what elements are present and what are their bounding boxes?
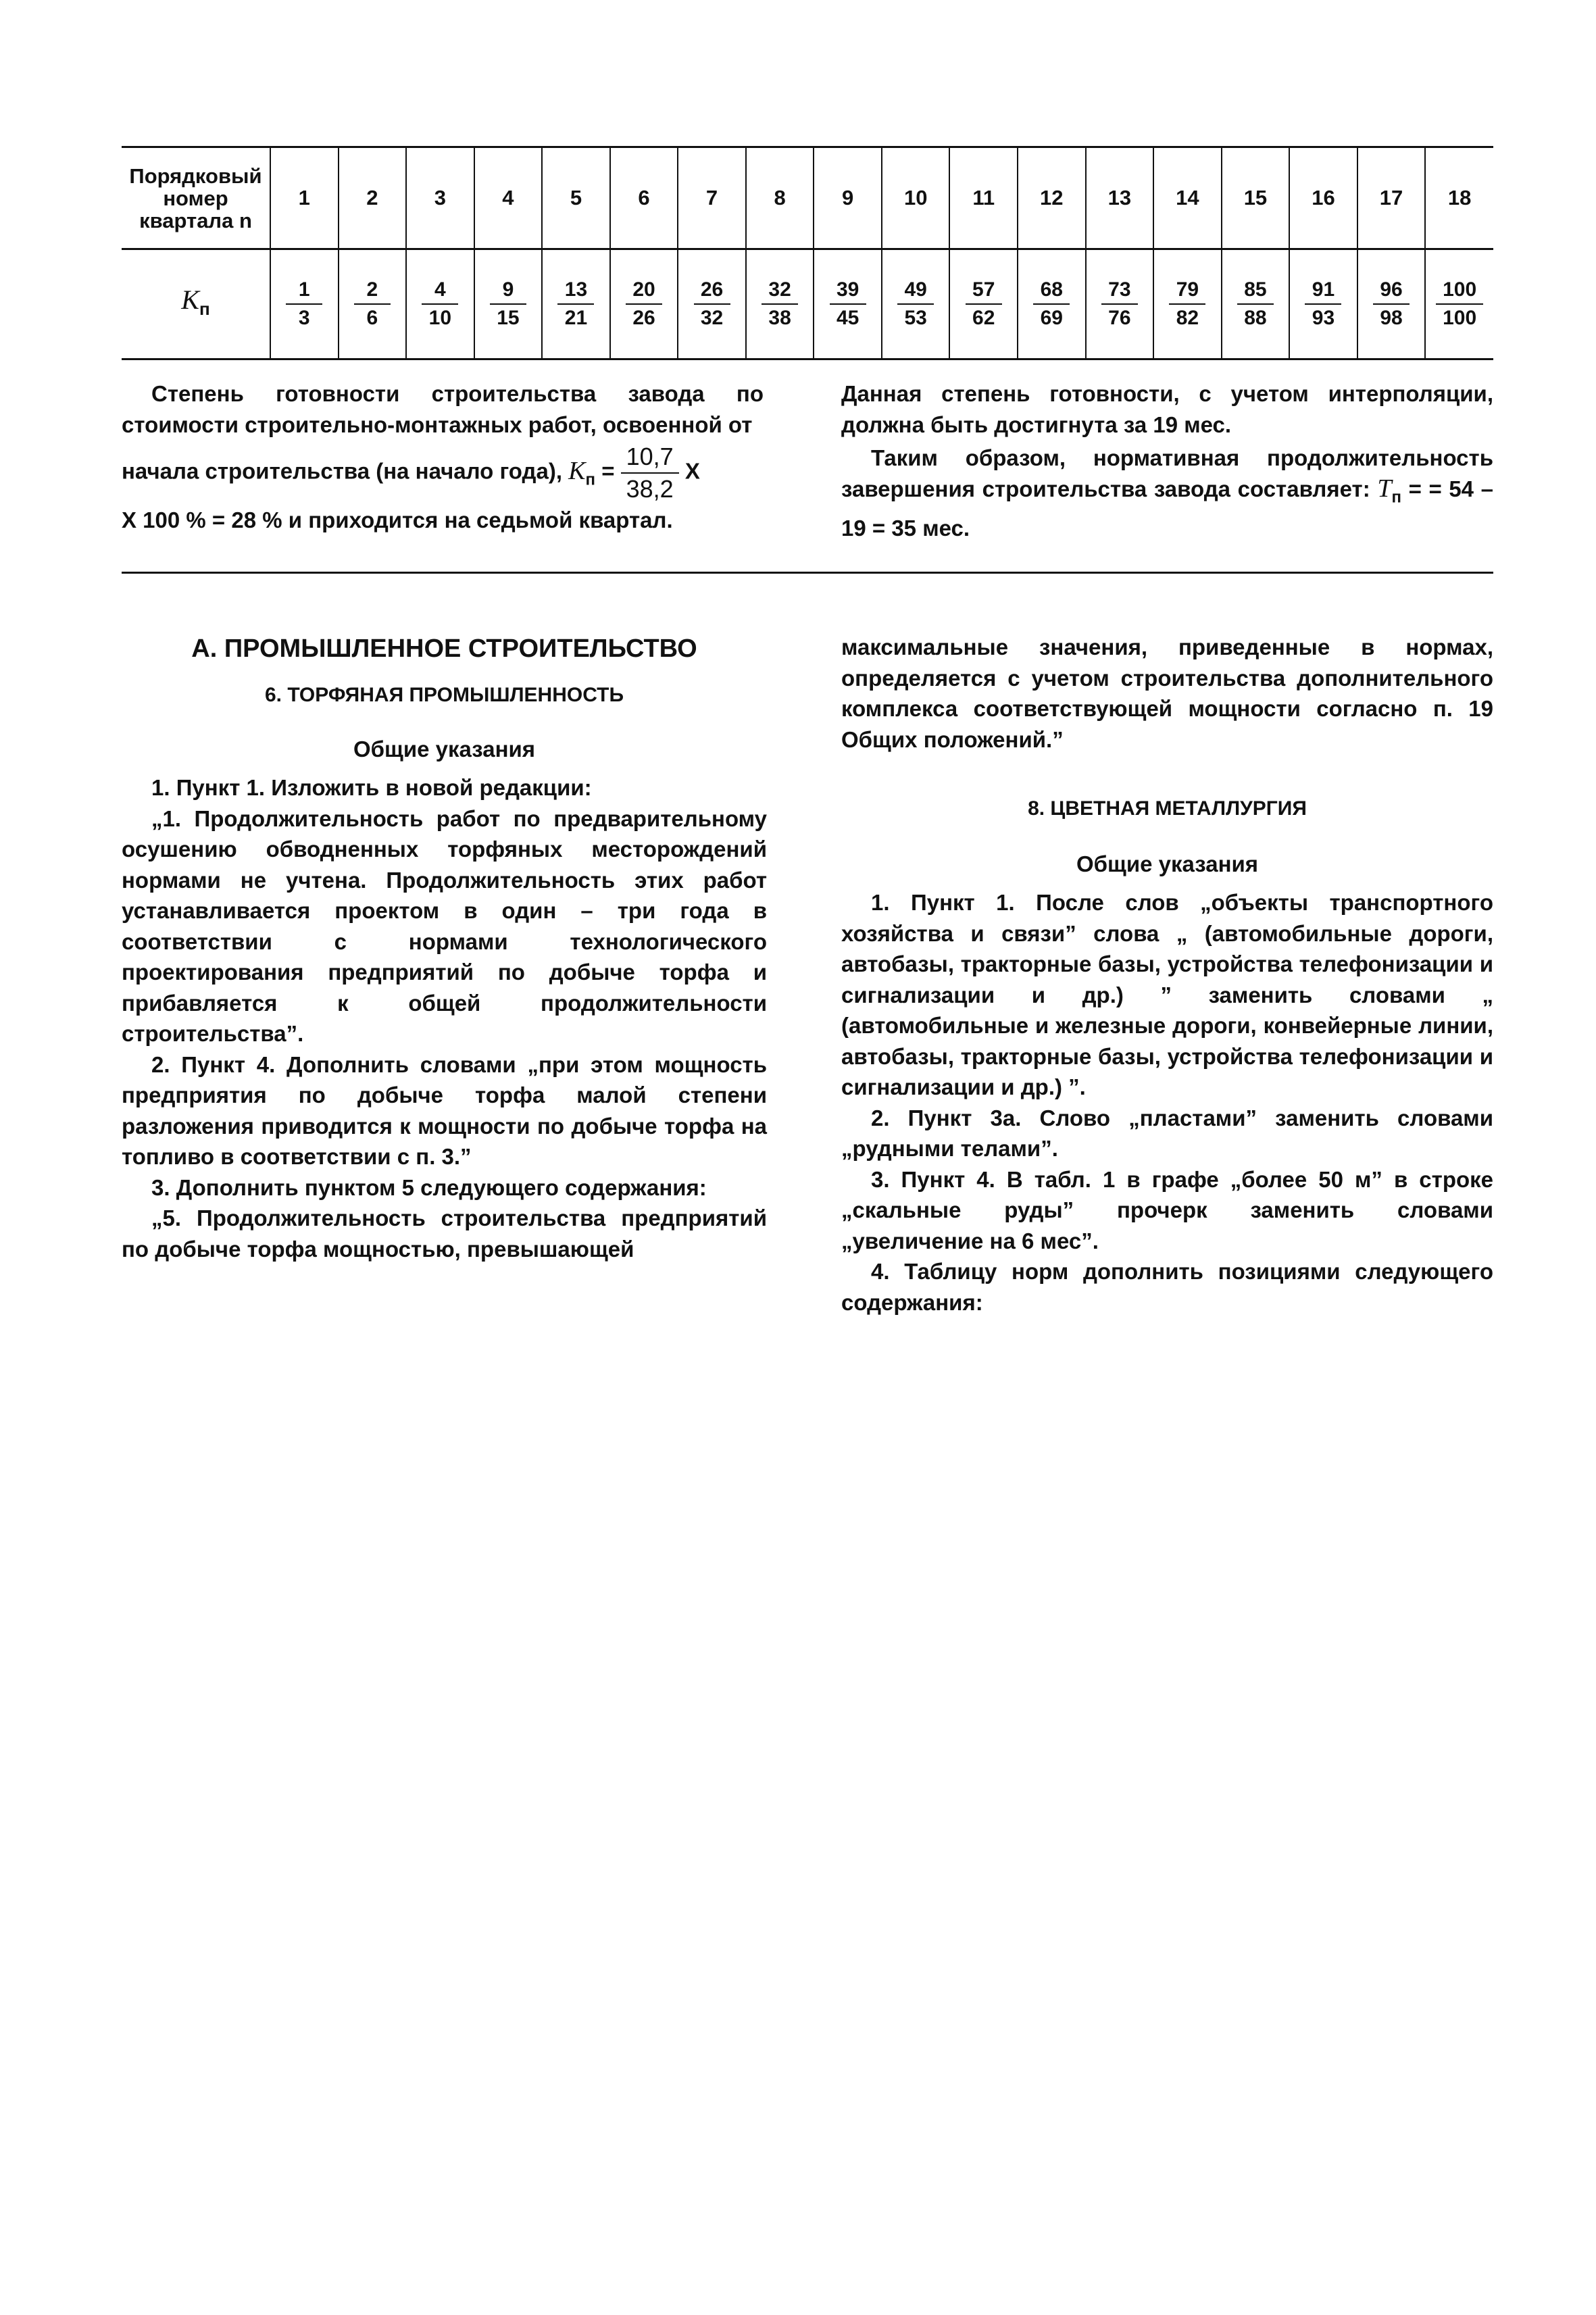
fraction-numerator: 57 xyxy=(966,276,1002,305)
readiness-value-cell xyxy=(1357,249,1426,359)
quarter-number-cell: 1 xyxy=(270,147,339,249)
quarter-number-cell: 11 xyxy=(949,147,1018,249)
fraction-numerator: 85 xyxy=(1237,276,1274,305)
section-title: А. ПРОМЫШЛЕННОЕ СТРОИТЕЛЬСТВО xyxy=(191,634,697,663)
readiness-value-cell xyxy=(1018,249,1086,359)
readiness-fraction-value xyxy=(830,276,866,332)
fraction-numerator: 32 xyxy=(762,276,798,305)
right-paragraph-4: 4. Таблицу норм дополнить позициями следующего содержания: xyxy=(841,1259,1493,1315)
fraction-denominator: 82 xyxy=(1176,307,1199,329)
quarter-number-row xyxy=(122,147,1493,249)
readiness-row xyxy=(122,249,1493,359)
fraction-numerator: 49 xyxy=(897,276,934,305)
example-left-formula: начала строительства (на начало года), $K_п$ = $\frac{10,7}{38,2}$ X xyxy=(122,441,764,505)
readiness-value-cell xyxy=(542,249,610,359)
readiness-fraction-value xyxy=(286,276,322,332)
fraction-numerator: 13 xyxy=(557,276,594,305)
fraction-denominator: 88 xyxy=(1244,307,1267,329)
readiness-fraction-value xyxy=(626,276,662,332)
fraction-numerator: 1 xyxy=(286,276,322,305)
left-paragraph-2: „1. Продолжительность работ по предварительному осушению обводненных торфяных месторождений нормами не учтена. Продолжительность этих работ устанавливается проектом в один – три года в соответствии с нормами технологического проектирования предприятий по добыче торфа и прибавляется к общей продолжительности строительства”. xyxy=(122,805,767,1046)
k-var: $K_п$ xyxy=(568,456,596,489)
right-paragraph-2: 2. Пункт 3а. Слово „пластами” заменить словами „рудными телами”. xyxy=(841,1105,1493,1161)
fraction-denominator: 38 xyxy=(768,307,791,329)
fraction-denominator: 3 xyxy=(298,307,310,329)
quarter-number-cell: 17 xyxy=(1357,147,1426,249)
fraction-denominator: 6 xyxy=(366,307,378,329)
fraction-denominator: 100 xyxy=(1443,307,1477,329)
quarter-number-cell: 5 xyxy=(542,147,610,249)
fraction-denominator: 10 xyxy=(428,307,452,329)
readiness-fraction-value xyxy=(1373,276,1410,332)
general-heading-right: Общие указания xyxy=(1076,851,1259,876)
quarter-header-label: Порядковый номер квартала n xyxy=(129,164,262,232)
fraction-numerator: 79 xyxy=(1169,276,1205,305)
readiness-fraction-value xyxy=(1101,276,1138,332)
divider-rule xyxy=(122,572,1493,574)
readiness-header xyxy=(122,249,270,359)
readiness-value-cell xyxy=(1289,249,1357,359)
readiness-value-cell xyxy=(610,249,678,359)
fraction-numerator: 96 xyxy=(1373,276,1410,305)
readiness-fraction-value xyxy=(1169,276,1205,332)
fraction-numerator: 20 xyxy=(626,276,662,305)
example-right-p2: Таким образом, нормативная продолжительность завершения строительства завода составляет: $T_п$ = = 54 – 19 = 35 мес. xyxy=(841,445,1493,541)
fraction-numerator: 4 xyxy=(422,276,458,305)
left-paragraph-1: 1. Пункт 1. Изложить в новой редакции: xyxy=(151,775,592,800)
example-left-line3: X 100 % = 28 % и приходится на седьмой квартал. xyxy=(122,507,673,532)
right-paragraph-0: максимальные значения, приведенные в нормах, определяется с учетом строительства дополнительного комплекса соответствующей мощности согласно п. 19 Общих положений.” xyxy=(841,634,1493,752)
readiness-fraction-value xyxy=(1305,276,1341,332)
fraction-numerator: 68 xyxy=(1033,276,1070,305)
fraction-denominator: 69 xyxy=(1040,307,1063,329)
readiness-value-cell xyxy=(949,249,1018,359)
example-right-text xyxy=(841,378,1493,543)
fraction-denominator: 32 xyxy=(700,307,724,329)
readiness-fraction-value xyxy=(490,276,526,332)
quarter-number-cell: 12 xyxy=(1018,147,1086,249)
readiness-value-cell xyxy=(814,249,882,359)
readiness-value-cell xyxy=(339,249,407,359)
readiness-fraction-value xyxy=(897,276,934,332)
right-paragraph-1: 1. Пункт 1. После слов „объекты транспортного хозяйства и связи” слова „ (автомобильные дороги, автобазы, тракторные базы, устройства телефонизации и сигнализации и др.) ” заменить словами „ (автомобильные и железные дороги, конвейерные линии, автобазы, тракторные базы, устройства телефонизации и сигнализации и др.) ”. xyxy=(841,890,1493,1099)
quarter-number-cell: 3 xyxy=(406,147,474,249)
quarter-number-cell: 18 xyxy=(1425,147,1493,249)
quarter-number-cell: 15 xyxy=(1222,147,1290,249)
subsection-title-peat: 6. ТОРФЯНАЯ ПРОМЫШЛЕННОСТЬ xyxy=(264,684,624,706)
readiness-fraction-value xyxy=(1033,276,1070,332)
k-symbol: $K_п$ xyxy=(181,284,210,319)
left-paragraph-3: 2. Пункт 4. Дополнить словами „при этом мощность предприятия по добыче торфа малой степени разложения приводится к мощности по добыче торфа на топливо в соответствии с п. 3.” xyxy=(122,1051,767,1169)
quarter-number-cell: 10 xyxy=(882,147,950,249)
left-paragraph-4: 3. Дополнить пунктом 5 следующего содержания: xyxy=(151,1174,707,1200)
left-paragraph-5: „5. Продолжительность строительства предприятий по добыче торфа мощностью, превышающей xyxy=(122,1205,767,1262)
readiness-table xyxy=(122,146,1493,360)
quarter-number-cell: 13 xyxy=(1086,147,1154,249)
fraction-numerator: 73 xyxy=(1101,276,1138,305)
readiness-value-cell xyxy=(1153,249,1222,359)
readiness-fraction-value xyxy=(762,276,798,332)
fraction-numerator: 2 xyxy=(354,276,391,305)
readiness-value-cell xyxy=(1425,249,1493,359)
fraction-denominator: 26 xyxy=(632,307,655,329)
readiness-value-cell xyxy=(1222,249,1290,359)
fraction-denominator: 62 xyxy=(972,307,995,329)
readiness-value-cell xyxy=(474,249,543,359)
readiness-fraction-value xyxy=(694,276,730,332)
fraction-denominator: 76 xyxy=(1108,307,1131,329)
readiness-fraction-value xyxy=(557,276,594,332)
right-column xyxy=(841,632,1493,1318)
readiness-fraction: $\frac{10,7}{38,2}$ xyxy=(621,441,679,505)
subsection-title-metallurgy: 8. ЦВЕТНАЯ МЕТАЛЛУРГИЯ xyxy=(1028,797,1307,820)
readiness-value-cell xyxy=(406,249,474,359)
quarter-number-cell: 7 xyxy=(678,147,746,249)
example-right-p1: Данная степень готовности, с учетом интерполяции, должна быть достигнута за 19 мес. xyxy=(841,381,1493,437)
quarter-number-header xyxy=(122,147,270,249)
general-heading-left: Общие указания xyxy=(353,737,536,762)
fraction-denominator: 45 xyxy=(836,307,859,329)
quarter-number-cell: 4 xyxy=(474,147,543,249)
quarter-number-cell: 9 xyxy=(814,147,882,249)
fraction-denominator: 53 xyxy=(904,307,927,329)
fraction-numerator: 9 xyxy=(490,276,526,305)
quarter-number-cell: 16 xyxy=(1289,147,1357,249)
readiness-value-cell xyxy=(270,249,339,359)
fraction-numerator: 39 xyxy=(830,276,866,305)
right-paragraph-3: 3. Пункт 4. В табл. 1 в графе „более 50 м” в строке „скальные руды” прочерк заменить словами „увеличение на 6 мес”. xyxy=(841,1166,1493,1253)
readiness-fraction-value xyxy=(422,276,458,332)
readiness-fraction-value xyxy=(1436,276,1483,332)
fraction-denominator: 15 xyxy=(497,307,520,329)
left-column xyxy=(122,632,767,1264)
readiness-fraction-value xyxy=(1237,276,1274,332)
quarter-number-cell: 6 xyxy=(610,147,678,249)
fraction-denominator: 21 xyxy=(564,307,588,329)
fraction-denominator: 93 xyxy=(1312,307,1335,329)
fraction-numerator: 26 xyxy=(694,276,730,305)
readiness-value-cell xyxy=(882,249,950,359)
fraction-numerator: 100 xyxy=(1436,276,1483,305)
readiness-fraction-value xyxy=(966,276,1002,332)
quarter-number-cell: 8 xyxy=(746,147,814,249)
quarter-number-cell: 2 xyxy=(339,147,407,249)
fraction-numerator: 91 xyxy=(1305,276,1341,305)
quarter-number-cell: 14 xyxy=(1153,147,1222,249)
readiness-value-cell xyxy=(678,249,746,359)
readiness-value-cell xyxy=(1086,249,1154,359)
example-left-line1: Степень готовности строительства завода по стоимости строительно-монтажных работ, освоенной от xyxy=(122,381,764,437)
readiness-value-cell xyxy=(746,249,814,359)
t-var: $T_п$ xyxy=(1377,474,1401,507)
readiness-fraction-value xyxy=(354,276,391,332)
fraction-denominator: 98 xyxy=(1380,307,1403,329)
example-left-text xyxy=(122,378,764,536)
